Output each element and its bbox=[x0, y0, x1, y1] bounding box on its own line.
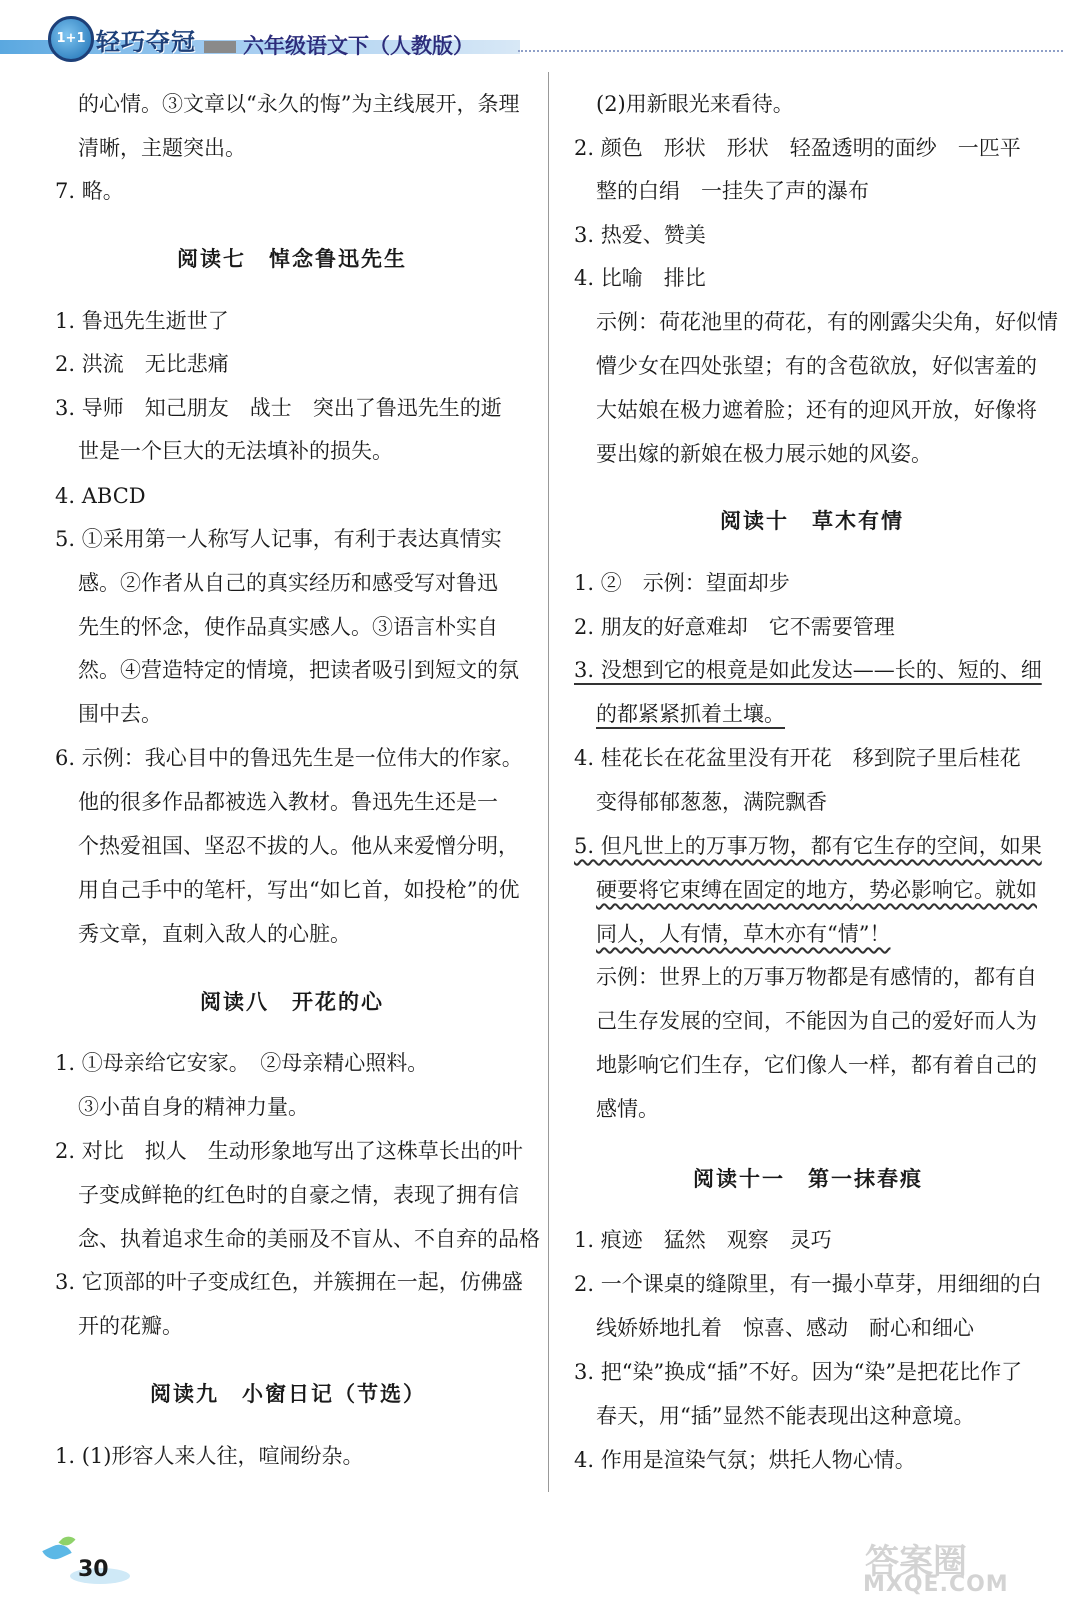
header-dotted-rule bbox=[518, 50, 1063, 52]
section-heading: 阅读九 小窗日记（节选） bbox=[150, 1382, 426, 1406]
answer-line: 4. 桂花长在花盆里没有开花 移到院子里后桂花 bbox=[574, 746, 1021, 770]
section-heading: 阅读十 草木有情 bbox=[720, 509, 904, 533]
answer-line: 感情。 bbox=[596, 1097, 659, 1121]
answer-line: 5. ①采用第一人称写人记事，有利于表达真情实 bbox=[55, 527, 502, 551]
page-header bbox=[0, 0, 1082, 70]
answer-line: 2. 颜色 形状 形状 轻盈透明的面纱 一匹平 bbox=[574, 136, 1021, 160]
answer-line: (2)用新眼光来看待。 bbox=[596, 92, 794, 116]
column-divider bbox=[548, 72, 549, 1492]
answer-line: 2. 朋友的好意难却 它不需要管理 bbox=[574, 615, 895, 639]
section-heading: 阅读七 悼念鲁迅先生 bbox=[177, 247, 407, 271]
answer-line: 3. 导师 知己朋友 战士 突出了鲁迅先生的逝 bbox=[55, 396, 502, 420]
wavy-underlined-answer-line: 同人，人有情，草木亦有“情”！ bbox=[596, 922, 891, 946]
answer-line: 4. 作用是渲染气氛；烘托人物心情。 bbox=[574, 1448, 916, 1472]
answer-line: 2. 洪流 无比悲痛 bbox=[55, 352, 229, 376]
wavy-underlined-answer-line: 5. 但凡世上的万事万物，都有它生存的空间，如果 bbox=[574, 834, 1042, 858]
wavy-underlined-answer-line: 硬要将它束缚在固定的地方，势必影响它。就如 bbox=[596, 878, 1037, 902]
answer-line: 要出嫁的新娘在极力展示她的风姿。 bbox=[596, 442, 932, 466]
answer-line: 2. 一个课桌的缝隙里，有一撮小草芽，用细细的白 bbox=[574, 1272, 1042, 1296]
watermark bbox=[855, 1534, 1065, 1596]
answer-line: 6. 示例：我心目中的鲁迅先生是一位伟大的作家。 bbox=[55, 746, 523, 770]
answer-line: 清晰，主题突出。 bbox=[78, 136, 246, 160]
answer-line: 1. ② 示例：望面却步 bbox=[574, 571, 790, 595]
answer-line: 3. 把“染”换成“插”不好。因为“染”是把花比作了 bbox=[574, 1360, 1023, 1384]
answer-line: 用自己手中的笔杆，写出“如匕首，如投枪”的优 bbox=[78, 878, 520, 902]
answer-line: 7. 略。 bbox=[55, 179, 124, 203]
watermark-url: MXQE.COM bbox=[863, 1572, 1009, 1597]
watermark-title: 答案圈 bbox=[865, 1542, 967, 1582]
answer-line: 子变成鲜艳的红色时的自豪之情，表现了拥有信 bbox=[78, 1183, 519, 1207]
answer-line: 1. 鲁迅先生逝世了 bbox=[55, 309, 229, 333]
answer-line: 的心情。③文章以“永久的悔”为主线展开，条理 bbox=[78, 92, 520, 116]
answer-line: 感。②作者从自己的真实经历和感受写对鲁迅 bbox=[78, 571, 498, 595]
answer-line: 整的白绢 一挂失了声的瀑布 bbox=[596, 179, 869, 203]
answer-line: 己生存发展的空间，不能因为自己的爱好而人为 bbox=[596, 1009, 1037, 1033]
answer-line: 大姑娘在极力遮着脸；还有的迎风开放，好像将 bbox=[596, 398, 1037, 422]
answer-line: 线娇娇地扎着 惊喜、感动 耐心和细心 bbox=[596, 1316, 974, 1340]
answer-line: 秀文章，直刺入敌人的心脏。 bbox=[78, 922, 351, 946]
section-heading: 阅读十一 第一抹春痕 bbox=[693, 1167, 923, 1191]
underlined-answer-line: 的都紧紧抓着土壤。 bbox=[596, 702, 785, 726]
answer-line: 围中去。 bbox=[78, 702, 162, 726]
answer-line: 开的花瓣。 bbox=[78, 1314, 183, 1338]
answer-line: 示例：荷花池里的荷花，有的刚露尖尖角，好似情 bbox=[596, 310, 1058, 334]
answer-line: 世是一个巨大的无法填补的损失。 bbox=[78, 439, 393, 463]
page-number: 30 bbox=[78, 1557, 109, 1582]
answer-line: 4. 比喻 排比 bbox=[574, 266, 706, 290]
answer-line: 1. (1)形容人来人往，喧闹纷杂。 bbox=[55, 1444, 364, 1468]
header-divider-block bbox=[204, 41, 236, 53]
answer-line: 然。④营造特定的情境，把读者吸引到短文的氛 bbox=[78, 658, 519, 682]
answer-line: 1. ①母亲给它安家。 ②母亲精心照料。 bbox=[55, 1051, 429, 1075]
answer-line: 念、执着追求生命的美丽及不盲从、不自弃的品格 bbox=[78, 1227, 540, 1251]
answer-line: 2. 对比 拟人 生动形象地写出了这株草长出的叶 bbox=[55, 1139, 523, 1163]
answer-line: 3. 热爱、赞美 bbox=[574, 223, 706, 247]
underlined-answer-line: 3. 没想到它的根竟是如此发达——长的、短的、细 bbox=[574, 658, 1042, 682]
answer-line: 懵少女在四处张望；有的含苞欲放，好似害羞的 bbox=[596, 354, 1037, 378]
answer-line: 示例：世界上的万事万物都是有感情的，都有自 bbox=[596, 965, 1037, 989]
logo-badge-icon: 1+1 bbox=[48, 16, 94, 62]
answer-line: 先生的怀念，使作品真实感人。③语言朴实自 bbox=[78, 615, 498, 639]
answer-line: 他的很多作品都被选入教材。鲁迅先生还是一 bbox=[78, 790, 498, 814]
answer-line: 变得郁郁葱葱，满院飘香 bbox=[596, 790, 827, 814]
logo-text: 轻巧夺冠 bbox=[96, 28, 196, 56]
book-title: 六年级语文下（人教版） bbox=[243, 34, 474, 58]
answer-line: 地影响它们生存，它们像人一样，都有着自己的 bbox=[596, 1053, 1037, 1077]
answer-line: 3. 它顶部的叶子变成红色，并簇拥在一起，仿佛盛 bbox=[55, 1270, 523, 1294]
answer-line: 4. ABCD bbox=[55, 484, 146, 508]
answer-line: 1. 痕迹 猛然 观察 灵巧 bbox=[574, 1228, 832, 1252]
answer-line: 春天，用“插”显然不能表现出这种意境。 bbox=[596, 1404, 975, 1428]
answer-line: ③小苗自身的精神力量。 bbox=[78, 1095, 309, 1119]
answer-line: 个热爱祖国、坚忍不拔的人。他从来爱憎分明， bbox=[78, 834, 519, 858]
section-heading: 阅读八 开花的心 bbox=[200, 990, 384, 1014]
